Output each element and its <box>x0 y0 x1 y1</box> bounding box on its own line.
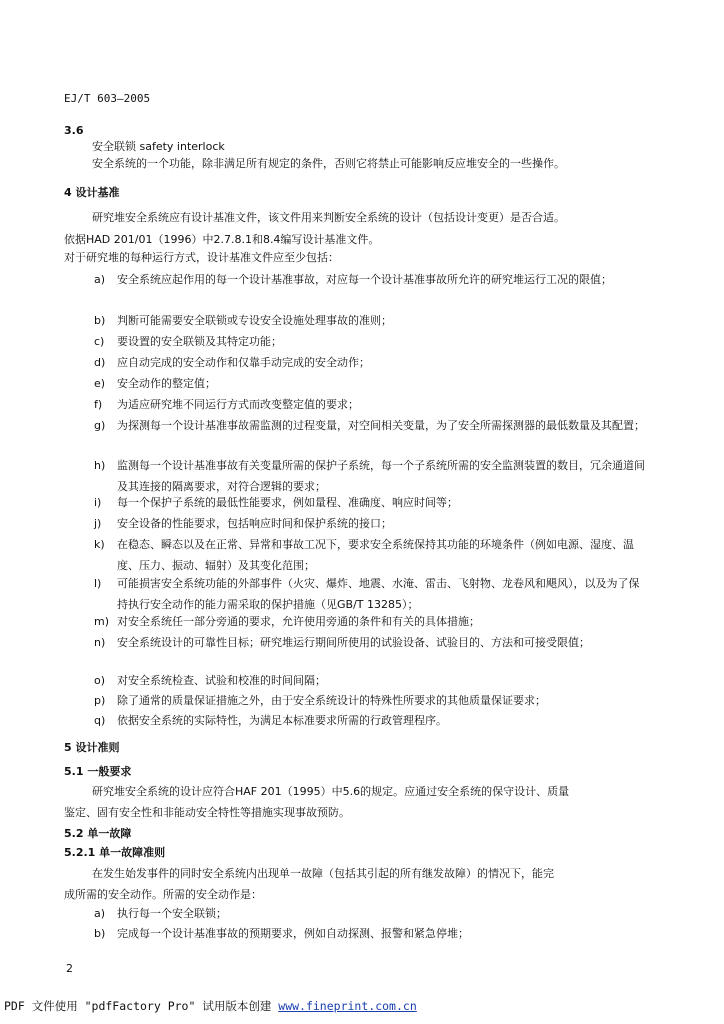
section-4-para-1a: 研究堆安全系统应有设计基准文件，该文件用来判断安全系统的设计（包括设计变更）是否合适。 <box>92 211 565 224</box>
list-item-label: h) <box>94 459 106 472</box>
list-item-text: 安全系统设计的可靠性目标；研究堆运行期间所使用的试验设备、试验目的、方法和可接受限值； <box>117 636 590 649</box>
list-item-label: o) <box>94 674 106 687</box>
list-item-label: a) <box>94 273 106 286</box>
list-item-text: 可能损害安全系统功能的外部事件（火灾、爆炸、地震、水淹、雷击、飞射物、龙卷风和飓风），以及为了保持执行安全动作的能力需采取的保护措施（见GB/T 13285）； <box>117 577 640 611</box>
section-5-1-para-b: 鉴定、固有安全性和非能动安全特性等措施实现事故预防。 <box>64 806 350 819</box>
list-item-label: q) <box>94 714 106 727</box>
footer-link[interactable]: www.fineprint.com.cn <box>278 999 417 1013</box>
list-item-label: f) <box>94 398 103 411</box>
page-number: 2 <box>66 962 73 975</box>
list-item-label: j) <box>94 517 102 530</box>
list-item-label: a) <box>94 907 106 920</box>
list-item-text: 在稳态、瞬态以及在正常、异常和事故工况下，要求安全系统保持其功能的环境条件（例如电源、湿度、温度、压力、振动、辐射）及其变化范围； <box>117 538 634 572</box>
list-item-text: 每一个保护子系统的最低性能要求，例如量程、准确度、响应时间等； <box>117 496 458 509</box>
list-item-label: d) <box>94 356 106 369</box>
list-item-label: c) <box>94 335 105 348</box>
section-5-2-1-para-a: 在发生始发事件的同时安全系统内出现单一故障（包括其引起的所有继发故障）的情况下，能完 <box>92 867 554 880</box>
section-5-1-title: 5.1 一般要求 <box>64 765 132 778</box>
list-item-text: 要设置的安全联锁及其特定功能； <box>117 335 282 348</box>
list-item-label: e) <box>94 377 106 390</box>
list-item-text: 监测每一个设计基准事故有关变量所需的保护子系统，每一个子系统所需的安全监测装置的数目，冗余通道间及其连接的隔离要求，对符合逻辑的要求； <box>117 459 645 493</box>
list-item-text: 判断可能需要安全联锁或专设安全设施处理事故的准则； <box>117 314 392 327</box>
list-item-label: l) <box>94 577 102 590</box>
section-5-2-title: 5.2 单一故障 <box>64 827 132 840</box>
doc-code: EJ/T 603—2005 <box>64 92 151 105</box>
section-5-2-1-title: 5.2.1 单一故障准则 <box>64 846 166 859</box>
list-item-text: 安全设备的性能要求，包括响应时间和保护系统的接口； <box>117 517 392 530</box>
list-item-text: 对安全系统检查、试验和校准的时间间隔； <box>117 674 326 687</box>
list-item-label: b) <box>94 927 106 940</box>
section-5-2-1-para-b: 成所需的安全动作。所需的安全动作是： <box>64 888 262 901</box>
list-item-text: 安全动作的整定值； <box>117 377 216 390</box>
section-4-title: 4 设计基准 <box>64 186 120 199</box>
list-item-text: 依据安全系统的实际特性，为满足本标准要求所需的行政管理程序。 <box>117 714 447 727</box>
list-item-text: 执行每一个安全联锁； <box>117 907 227 920</box>
list-item-label: p) <box>94 694 106 707</box>
section-3-6-term: 安全联锁 safety interlock <box>92 140 225 153</box>
pdf-footer <box>4 998 417 1014</box>
list-item-label: g) <box>94 419 106 432</box>
list-item-label: k) <box>94 538 105 551</box>
section-5-1-para-a: 研究堆安全系统的设计应符合HAF 201（1995）中5.6的规定。应通过安全系统的保守设计、质量 <box>92 785 570 798</box>
section-4-para-1b: 依据HAD 201/01（1996）中2.7.8.1和8.4编写设计基准文件。 <box>64 233 380 246</box>
list-item-label: n) <box>94 636 106 649</box>
list-item-label: m) <box>94 615 110 628</box>
section-3-6-number: 3.6 <box>64 124 84 137</box>
list-item-text: 安全系统应起作用的每一个设计基准事故，对应每一个设计基准事故所允许的研究堆运行工况的限值； <box>117 273 612 286</box>
section-5-title: 5 设计准则 <box>64 741 120 754</box>
list-item-text: 为适应研究堆不同运行方式而改变整定值的要求； <box>117 398 359 411</box>
list-item-label: b) <box>94 314 106 327</box>
section-4-para-2: 对于研究堆的每种运行方式，设计基准文件应至少包括： <box>64 251 339 264</box>
list-item-label: i) <box>94 496 102 509</box>
section-3-6-definition: 安全系统的一个功能，除非满足所有规定的条件，否则它将禁止可能影响反应堆安全的一些操作。 <box>92 157 565 170</box>
list-item-text: 完成每一个设计基准事故的预期要求，例如自动探测、报警和紧急停堆； <box>117 927 469 940</box>
list-item-text: 除了通常的质量保证措施之外，由于安全系统设计的特殊性所要求的其他质量保证要求； <box>117 694 546 707</box>
footer-text: PDF 文件使用 "pdfFactory Pro" 试用版本创建 <box>4 999 272 1013</box>
list-item-text: 为探测每一个设计基准事故需监测的过程变量，对空间相关变量，为了安全所需探测器的最低数量及其配置； <box>117 419 645 432</box>
list-item-text: 对安全系统任一部分旁通的要求，允许使用旁通的条件和有关的具体措施； <box>117 615 480 628</box>
list-item-text: 应自动完成的安全动作和仅靠手动完成的安全动作； <box>117 356 370 369</box>
